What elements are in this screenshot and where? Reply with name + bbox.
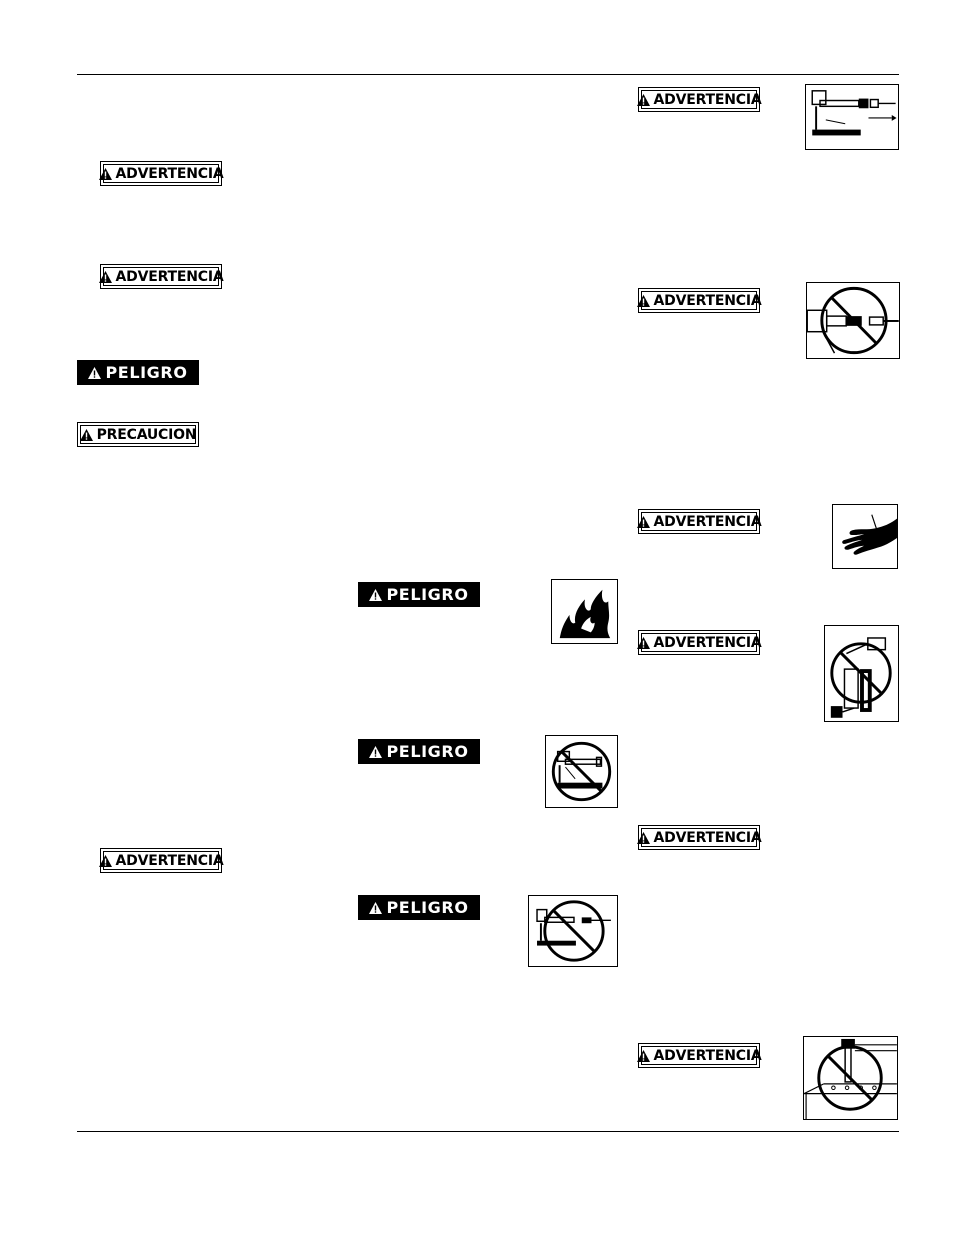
top-rule	[77, 74, 899, 75]
advertencia-text: ADVERTENCIA	[115, 165, 224, 182]
advertencia-label-8	[638, 825, 760, 850]
advertencia-text: ADVERTENCIA	[653, 292, 762, 309]
peligro-text: PELIGRO	[386, 898, 469, 917]
advertencia-label-9	[638, 1043, 760, 1068]
warning-triangle-icon	[637, 832, 650, 844]
advertencia-text: ADVERTENCIA	[115, 852, 224, 869]
advertencia-text: ADVERTENCIA	[115, 268, 224, 285]
advertencia-label-6	[638, 509, 760, 534]
fire-icon	[552, 580, 617, 643]
air-hose-disconnect-icon	[806, 85, 898, 149]
advertencia-text: ADVERTENCIA	[653, 513, 762, 530]
advertencia-label-1	[100, 161, 222, 186]
hand-icon	[833, 505, 897, 568]
bottom-rule	[77, 1131, 899, 1132]
tool-prohibited-pictogram-1	[545, 735, 618, 808]
coupler-prohibited-pictogram	[806, 282, 900, 359]
precaucion-text: PRECAUCION	[96, 426, 197, 443]
prohibition-icon	[825, 626, 898, 721]
warning-triangle-icon	[637, 295, 650, 307]
warning-triangle-icon	[369, 746, 382, 758]
advertencia-text: ADVERTENCIA	[653, 634, 762, 651]
advertencia-label-2	[100, 264, 222, 289]
advertencia-text: ADVERTENCIA	[653, 91, 762, 108]
hand-pictogram	[832, 504, 898, 569]
warning-triangle-icon	[88, 367, 101, 379]
warning-triangle-icon	[637, 516, 650, 528]
peligro-text: PELIGRO	[386, 585, 469, 604]
advertencia-text: ADVERTENCIA	[653, 1047, 762, 1064]
warning-triangle-icon	[637, 637, 650, 649]
advertencia-text: ADVERTENCIA	[653, 829, 762, 846]
tool-prohibited-pictogram-2	[528, 895, 618, 967]
warning-triangle-icon	[80, 429, 93, 441]
advertencia-label-5	[638, 288, 760, 313]
warning-triangle-icon	[99, 168, 112, 180]
disconnect-air-pictogram	[805, 84, 899, 150]
warning-triangle-icon	[637, 94, 650, 106]
peligro-label-1	[77, 360, 199, 385]
warning-triangle-icon	[99, 271, 112, 283]
advertencia-label-4	[638, 87, 760, 112]
warning-triangle-icon	[99, 855, 112, 867]
prohibition-icon	[804, 1037, 897, 1119]
peligro-label-2	[358, 582, 480, 607]
prohibition-icon	[807, 283, 899, 358]
peligro-label-3	[358, 739, 480, 764]
advertencia-label-3	[100, 848, 222, 873]
peligro-label-4	[358, 895, 480, 920]
prohibition-icon	[529, 896, 617, 966]
peligro-text: PELIGRO	[105, 363, 188, 382]
tool-vertical-prohibited-pictogram	[824, 625, 899, 722]
precaucion-label	[77, 422, 199, 447]
workpiece-prohibited-pictogram	[803, 1036, 898, 1120]
advertencia-label-7	[638, 630, 760, 655]
warning-triangle-icon	[637, 1050, 650, 1062]
peligro-text: PELIGRO	[386, 742, 469, 761]
warning-triangle-icon	[369, 902, 382, 914]
warning-triangle-icon	[369, 589, 382, 601]
fire-pictogram	[551, 579, 618, 644]
prohibition-icon	[546, 736, 617, 807]
